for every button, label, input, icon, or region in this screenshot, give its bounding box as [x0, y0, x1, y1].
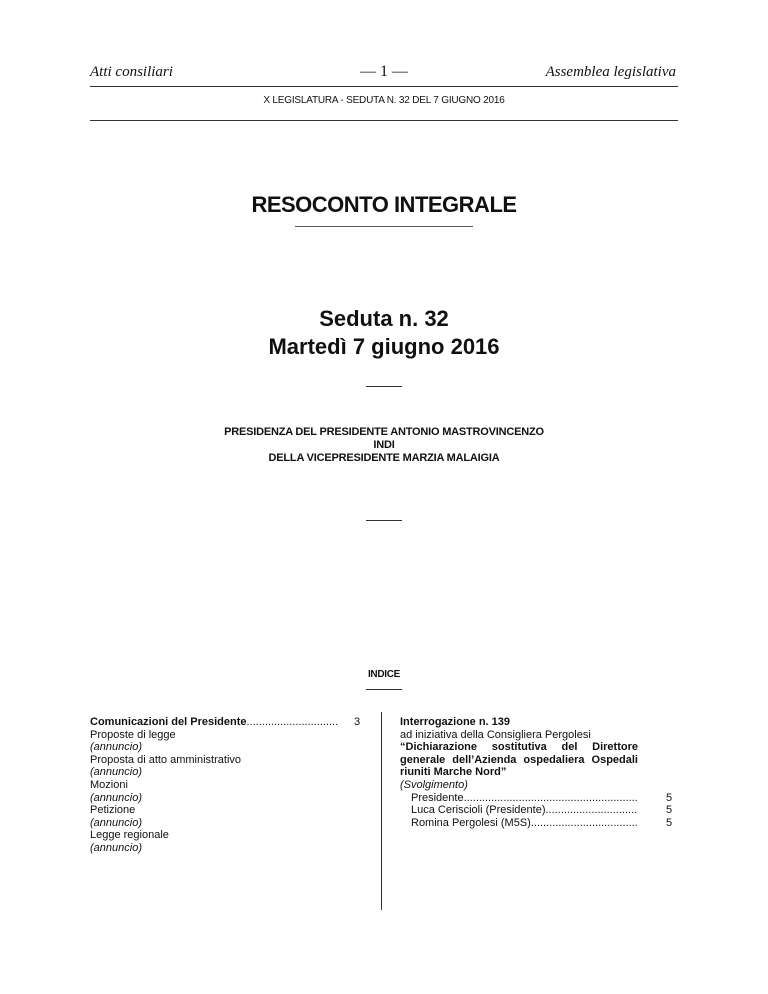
- toc-entry-comunicazioni[interactable]: [90, 716, 338, 729]
- toc-line: (annuncio): [90, 791, 142, 804]
- indice-left-column: [90, 716, 338, 855]
- header-rule: [90, 86, 678, 87]
- toc-line: Proposta di atto amministrativo: [90, 753, 242, 766]
- indice-rule: [366, 689, 402, 690]
- toc-line: (annuncio): [90, 816, 142, 829]
- vicepresidenza-line: DELLA VICEPRESIDENTE MARZIA MALAIGIA: [268, 452, 500, 464]
- indice-right-column: [400, 716, 638, 829]
- subheader: X LEGISLATURA - SEDUTA N. 32 DEL 7 GIUGNO 2016: [263, 95, 505, 106]
- toc-leader: [531, 817, 638, 830]
- toc-leader: [246, 716, 338, 729]
- subheader-rule: [90, 120, 678, 121]
- speaker-page-numbers: [666, 792, 672, 830]
- toc-line: Petizione: [90, 804, 136, 817]
- speaker-entry[interactable]: [400, 817, 638, 830]
- presidenza-line: PRESIDENZA DEL PRESIDENTE ANTONIO MASTROVINCENZO: [224, 426, 544, 438]
- interrogazione-iniziativa: ad iniziativa della Consigliera Pergolesi: [400, 728, 591, 741]
- toc-line: Proposte di legge: [90, 728, 176, 741]
- presidenza-block: [0, 426, 768, 465]
- seduta-date: Martedì 7 giugno 2016: [268, 334, 500, 359]
- toc-leader: [546, 804, 639, 817]
- interrogazione-svolgimento: (Svolgimento): [400, 778, 468, 791]
- toc-line: (annuncio): [90, 766, 142, 779]
- header-left: Atti consiliari: [90, 64, 173, 80]
- speaker-page: 5: [666, 804, 673, 817]
- interrogazione-title[interactable]: Interrogazione n. 139: [400, 716, 511, 728]
- speaker-entry[interactable]: [400, 804, 638, 817]
- toc-line: (annuncio): [90, 841, 142, 854]
- speaker-name: Luca Ceriscioli (Presidente): [411, 804, 546, 817]
- speaker-page: 5: [666, 816, 673, 829]
- speaker-name: Presidente: [411, 791, 464, 804]
- title-rule: [295, 226, 473, 227]
- document-title: RESOCONTO INTEGRALE: [251, 192, 517, 217]
- seduta-block: [0, 305, 768, 361]
- speaker-name: Romina Pergolesi (M5S): [411, 816, 531, 829]
- indice-heading: INDICE: [367, 669, 401, 680]
- toc-label: Comunicazioni del Presidente: [90, 716, 247, 728]
- toc-line: Legge regionale: [90, 829, 169, 842]
- toc-leader: [464, 792, 638, 805]
- presidenza-indi: INDI: [373, 439, 395, 451]
- header-right: Assemblea legislativa: [545, 64, 676, 80]
- presidenza-rule: [366, 520, 402, 521]
- speaker-page: 5: [666, 791, 673, 804]
- speaker-entry[interactable]: [400, 792, 638, 805]
- seduta-number: Seduta n. 32: [319, 306, 449, 331]
- page-number: — 1 —: [360, 63, 408, 80]
- toc-line: Mozioni: [90, 778, 128, 791]
- toc-line: (annuncio): [90, 741, 142, 754]
- interrogazione-oggetto: “Dichiarazione sostitutiva del Direttore generale dell’Azienda ospedaliera Ospedali riuniti Marche Nord”: [400, 741, 638, 779]
- seduta-rule: [366, 386, 402, 387]
- toc-page-comunicazioni: 3: [354, 716, 361, 728]
- column-divider: [381, 712, 382, 910]
